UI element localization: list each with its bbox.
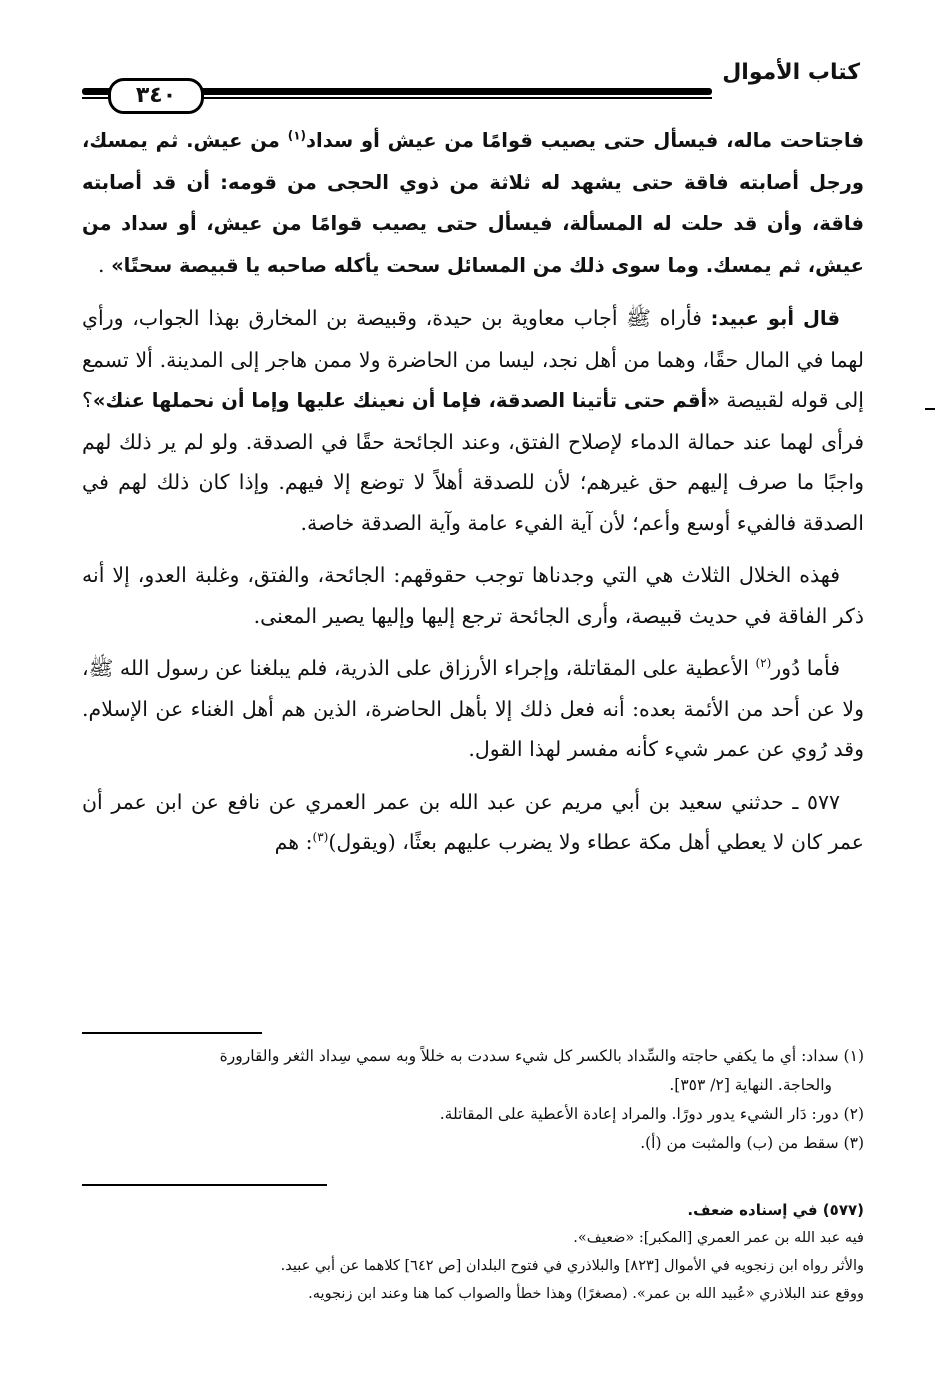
paragraph-3: فهذه الخلال الثلاث هي التي وجدناها توجب حقوقهم: الجائحة، والفتق، وغلبة العدو، إلا أنه ذكر الفاقة في حديث قبيصة، وأرى الجائحة ترجع إليها وإليها يصير المعنى. bbox=[82, 563, 864, 628]
main-text bbox=[82, 120, 864, 875]
footnote-divider bbox=[82, 1032, 262, 1034]
note-heading: (٥٧٧) في إسناده ضعف. bbox=[687, 1201, 864, 1219]
footnote-2: (٢) دور: دَار الشيء يدور دورًا. والمراد إعادة الأعطية على المقاتلة. bbox=[439, 1105, 864, 1123]
page-number: ٣٤٠ bbox=[108, 78, 204, 114]
book-title: كتاب الأموال bbox=[722, 60, 860, 85]
note-3: ووقع عند البلاذري «عُبيد الله بن عمر». (مصغرًا) وهذا خطأ والصواب كما هنا وعند ابن زنجويه. bbox=[308, 1286, 864, 1302]
footnote-1-continued: والحاجة. النهاية [٢/ ٣٥٣]. bbox=[669, 1076, 832, 1094]
footnote-1: (١) سداد: أي ما يكفي حاجته والسِّداد بالكسر كل شيء سددت به خللاً وبه سمي سِداد الثغر والقارورة bbox=[219, 1047, 864, 1065]
footnote-ref-3: (٣) bbox=[312, 830, 329, 845]
note-1: فيه عبد الله بن عمر العمري [المكبر]: «ضعيف». bbox=[573, 1230, 864, 1246]
footnote-3: (٣) سقط من (ب) والمثبت من (أ). bbox=[640, 1134, 864, 1152]
margin-mark bbox=[925, 408, 935, 410]
paragraph-5: ٥٧٧ ـ حدثني سعيد بن أبي مريم عن عبد الله بن عمر العمري عن نافع عن ابن عمر أن عمر كان لا يعطي أهل مكة عطاء ولا يضرب عليهم بعثًا، (ويقول)$^{(٣)}$: هم bbox=[82, 789, 864, 854]
note-2: والأثر رواه ابن زنجويه في الأموال [٨٢٣] والبلاذري في فتوح البلدان [ص ٦٤٢] كلاهما عن أبي عبيد. bbox=[280, 1258, 864, 1274]
paragraph-2: قال أبو عبيد: فأراه ﷺ أجاب معاوية بن حيدة، وقبيصة بن المخارق بهذا الجواب، ورأي لهما في المال حقًا، وهما من أهل نجد، ليسا من الحاضرة ولا ممن هاجر إلى المدينة. ألا تسمع إلى قوله لقبيصة «أقم حتى تأتينا الصدقة، فإما أن نعينك عليها وإما أن نحملها عنك»؟ فرأى لهما عند حمالة الدماء لإصلاح الفتق، وعند الجائحة حقًا في الصدقة. ولو لم ير ذلك لهم واجبًا ما صرف إليهم حق غيرهم؛ لأن للصدقة أهلاً لا توضع إلا فيهم. وإذا كان ذلك لهم في الصدقة فالفيء أوسع وأعم؛ لأن آية الفيء عامة وآية الصدقة خاصة. bbox=[82, 306, 864, 535]
running-header bbox=[82, 58, 864, 106]
speaker-label: قال أبو عبيد: bbox=[710, 307, 840, 330]
paragraph-4: فأما دُور$^{(٢)}$ الأعطية على المقاتلة، وإجراء الأرزاق على الذرية، فلم يبلغنا عن رسول الله ﷺ، ولا عن أحد من الأئمة بعده: أنه فعل ذلك إلا بأهل الحاضرة، الذين هم أهل الغناء عن الإسلام. وقد رُوي عن عمر شيء كأنه مفسر لهذا القول. bbox=[82, 656, 864, 761]
notes-divider bbox=[82, 1184, 327, 1186]
book-page bbox=[82, 58, 864, 1368]
footnote-ref-2: (٢) bbox=[755, 656, 772, 671]
paragraph-1: فاجتاحت ماله، فيسأل حتى يصيب قوامًا من عيش أو سداد$^{(١)}$ من عيش. ثم يمسك، ورجل أصابته فاقة حتى يشهد له ثلاثة من ذوي الحجى من قومه: أن قد أصابته فاقة، وأن قد حلت له المسألة، فيسأل حتى يصيب قوامًا من عيش، أو سداد من عيش، ثم يمسك. وما سوى ذلك من المسائل سحت يأكله صاحبه يا قبيصة سحتًا» . bbox=[82, 128, 865, 277]
footnote-ref-1: (١) bbox=[287, 128, 307, 143]
hadith-quote: «أقم حتى تأتينا الصدقة، فإما أن نعينك عليها وإما أن نحملها عنك» bbox=[92, 389, 720, 412]
hadith-text: فاجتاحت ماله، فيسأل حتى يصيب قوامًا من عيش أو سداد$^{(١)}$ من عيش. ثم يمسك، ورجل أصابته فاقة حتى يشهد له ثلاثة من ذوي الحجى من قومه: أن قد أصابته فاقة، وأن قد حلت له المسألة، فيسأل حتى يصيب قوامًا من عيش، أو سداد من عيش، ثم يمسك. وما سوى ذلك من المسائل سحت يأكله صاحبه يا قبيصة سحتًا» bbox=[82, 128, 865, 277]
editor-notes bbox=[82, 1196, 864, 1308]
footnotes bbox=[82, 1042, 864, 1158]
